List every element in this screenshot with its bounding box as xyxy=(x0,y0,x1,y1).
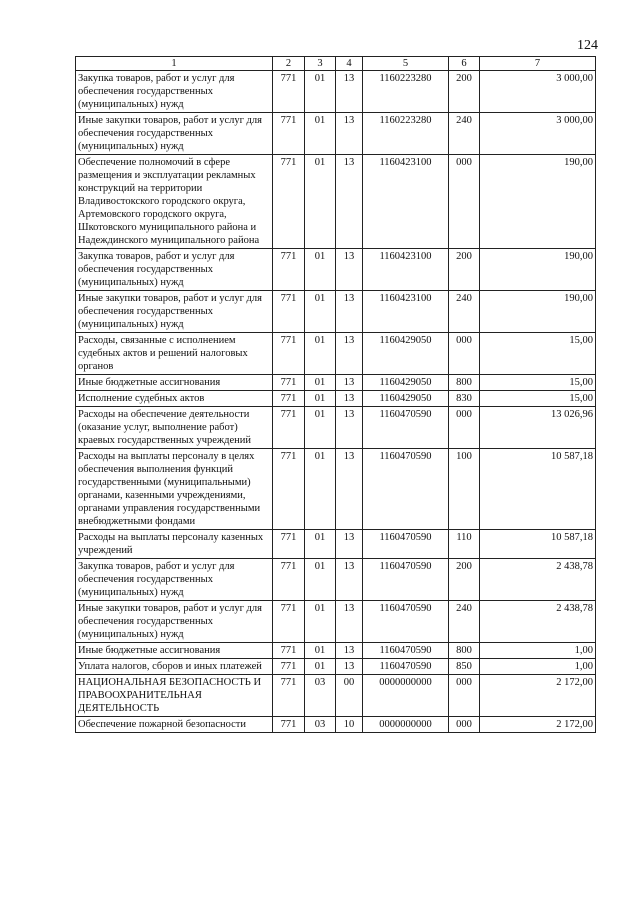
row-expense-type-cell: 200 xyxy=(449,71,480,113)
row-amount-cell: 2 172,00 xyxy=(480,717,596,733)
row-name-cell: Расходы на выплаты персоналу казенных учреждений xyxy=(76,530,273,559)
row-expense-type-cell: 200 xyxy=(449,249,480,291)
row-admin-code-cell: 771 xyxy=(273,530,305,559)
table-row xyxy=(76,659,596,675)
row-target-article-cell: 1160470590 xyxy=(363,601,449,643)
row-amount-cell: 2 172,00 xyxy=(480,675,596,717)
row-target-article-cell: 1160429050 xyxy=(363,391,449,407)
table-row xyxy=(76,407,596,449)
row-expense-type-cell: 200 xyxy=(449,559,480,601)
page-number: 124 xyxy=(577,38,598,53)
row-name-cell: Закупка товаров, работ и услуг для обеспечения государственных (муниципальных) нужд xyxy=(76,249,273,291)
row-amount-cell: 1,00 xyxy=(480,643,596,659)
table-row xyxy=(76,333,596,375)
row-target-article-cell: 1160423100 xyxy=(363,249,449,291)
row-section-cell: 01 xyxy=(305,113,336,155)
row-admin-code-cell: 771 xyxy=(273,333,305,375)
row-name-cell: Иные закупки товаров, работ и услуг для обеспечения государственных (муниципальных) нужд xyxy=(76,601,273,643)
header-cell: 7 xyxy=(480,57,596,71)
table-row xyxy=(76,717,596,733)
row-name-cell: Закупка товаров, работ и услуг для обеспечения государственных (муниципальных) нужд xyxy=(76,559,273,601)
row-admin-code-cell: 771 xyxy=(273,717,305,733)
row-target-article-cell: 1160470590 xyxy=(363,530,449,559)
row-expense-type-cell: 850 xyxy=(449,659,480,675)
row-expense-type-cell: 110 xyxy=(449,530,480,559)
row-target-article-cell: 1160423100 xyxy=(363,155,449,249)
table-row xyxy=(76,155,596,249)
row-section-cell: 01 xyxy=(305,375,336,391)
row-target-article-cell: 0000000000 xyxy=(363,717,449,733)
row-subsection-cell: 10 xyxy=(336,717,363,733)
row-admin-code-cell: 771 xyxy=(273,391,305,407)
row-name-cell: Уплата налогов, сборов и иных платежей xyxy=(76,659,273,675)
row-subsection-cell: 13 xyxy=(336,291,363,333)
row-expense-type-cell: 830 xyxy=(449,391,480,407)
row-admin-code-cell: 771 xyxy=(273,113,305,155)
row-section-cell: 01 xyxy=(305,407,336,449)
row-admin-code-cell: 771 xyxy=(273,407,305,449)
row-amount-cell: 190,00 xyxy=(480,249,596,291)
table-row xyxy=(76,249,596,291)
row-section-cell: 01 xyxy=(305,559,336,601)
row-subsection-cell: 13 xyxy=(336,71,363,113)
row-admin-code-cell: 771 xyxy=(273,375,305,391)
row-subsection-cell: 13 xyxy=(336,375,363,391)
row-amount-cell: 190,00 xyxy=(480,291,596,333)
row-name-cell: Иные закупки товаров, работ и услуг для обеспечения государственных (муниципальных) нужд xyxy=(76,113,273,155)
row-amount-cell: 15,00 xyxy=(480,391,596,407)
row-expense-type-cell: 000 xyxy=(449,675,480,717)
row-subsection-cell: 13 xyxy=(336,601,363,643)
table-row xyxy=(76,391,596,407)
row-name-cell: Закупка товаров, работ и услуг для обеспечения государственных (муниципальных) нужд xyxy=(76,71,273,113)
row-section-cell: 01 xyxy=(305,449,336,530)
table-row xyxy=(76,113,596,155)
header-cell: 2 xyxy=(273,57,305,71)
row-amount-cell: 15,00 xyxy=(480,375,596,391)
row-section-cell: 03 xyxy=(305,717,336,733)
row-subsection-cell: 13 xyxy=(336,333,363,375)
header-cell: 5 xyxy=(363,57,449,71)
row-subsection-cell: 13 xyxy=(336,659,363,675)
row-subsection-cell: 13 xyxy=(336,643,363,659)
table-row xyxy=(76,530,596,559)
header-cell: 6 xyxy=(449,57,480,71)
table-row xyxy=(76,675,596,717)
row-admin-code-cell: 771 xyxy=(273,449,305,530)
row-name-cell: Исполнение судебных актов xyxy=(76,391,273,407)
row-name-cell: Обеспечение полномочий в сфере размещения и эксплуатации рекламных конструкций на территории Владивостокского городского округа, Артемовского городского округа, Шкотовского муниципального района и Надеждинского муниципального района xyxy=(76,155,273,249)
row-name-cell: Обеспечение пожарной безопасности xyxy=(76,717,273,733)
row-target-article-cell: 1160423100 xyxy=(363,291,449,333)
row-name-cell: Расходы на выплаты персоналу в целях обеспечения выполнения функций государственными (муниципальными) органами, казенными учреждениями, органами управления государственными внебюджетными фондами xyxy=(76,449,273,530)
row-subsection-cell: 13 xyxy=(336,249,363,291)
row-subsection-cell: 13 xyxy=(336,155,363,249)
row-amount-cell: 13 026,96 xyxy=(480,407,596,449)
row-section-cell: 03 xyxy=(305,675,336,717)
row-expense-type-cell: 000 xyxy=(449,717,480,733)
row-name-cell: Расходы, связанные с исполнением судебных актов и решений налоговых органов xyxy=(76,333,273,375)
row-section-cell: 01 xyxy=(305,643,336,659)
header-cell: 3 xyxy=(305,57,336,71)
table-row xyxy=(76,449,596,530)
row-amount-cell: 3 000,00 xyxy=(480,113,596,155)
row-expense-type-cell: 800 xyxy=(449,643,480,659)
row-admin-code-cell: 771 xyxy=(273,71,305,113)
row-name-cell: Иные бюджетные ассигнования xyxy=(76,643,273,659)
row-subsection-cell: 13 xyxy=(336,407,363,449)
row-expense-type-cell: 100 xyxy=(449,449,480,530)
row-amount-cell: 3 000,00 xyxy=(480,71,596,113)
row-target-article-cell: 1160470590 xyxy=(363,407,449,449)
row-name-cell: Расходы на обеспечение деятельности (оказание услуг, выполнение работ) краевых государственных учреждений xyxy=(76,407,273,449)
row-expense-type-cell: 240 xyxy=(449,113,480,155)
row-subsection-cell: 13 xyxy=(336,391,363,407)
row-subsection-cell: 13 xyxy=(336,559,363,601)
row-subsection-cell: 00 xyxy=(336,675,363,717)
row-admin-code-cell: 771 xyxy=(273,249,305,291)
table-row xyxy=(76,559,596,601)
row-target-article-cell: 1160223280 xyxy=(363,113,449,155)
row-expense-type-cell: 800 xyxy=(449,375,480,391)
row-amount-cell: 2 438,78 xyxy=(480,559,596,601)
row-section-cell: 01 xyxy=(305,601,336,643)
row-expense-type-cell: 240 xyxy=(449,601,480,643)
header-row xyxy=(76,57,596,71)
row-subsection-cell: 13 xyxy=(336,113,363,155)
row-expense-type-cell: 000 xyxy=(449,155,480,249)
row-section-cell: 01 xyxy=(305,155,336,249)
row-subsection-cell: 13 xyxy=(336,449,363,530)
table-row xyxy=(76,375,596,391)
budget-table xyxy=(75,56,596,733)
row-section-cell: 01 xyxy=(305,659,336,675)
row-section-cell: 01 xyxy=(305,333,336,375)
row-target-article-cell: 1160470590 xyxy=(363,643,449,659)
row-amount-cell: 1,00 xyxy=(480,659,596,675)
row-admin-code-cell: 771 xyxy=(273,659,305,675)
table-row xyxy=(76,291,596,333)
table-row xyxy=(76,71,596,113)
row-admin-code-cell: 771 xyxy=(273,559,305,601)
row-section-cell: 01 xyxy=(305,249,336,291)
row-name-cell: Иные закупки товаров, работ и услуг для обеспечения государственных (муниципальных) нужд xyxy=(76,291,273,333)
table-row xyxy=(76,601,596,643)
header-cell: 1 xyxy=(76,57,273,71)
row-target-article-cell: 1160223280 xyxy=(363,71,449,113)
header-cell: 4 xyxy=(336,57,363,71)
row-admin-code-cell: 771 xyxy=(273,675,305,717)
row-amount-cell: 190,00 xyxy=(480,155,596,249)
row-section-cell: 01 xyxy=(305,71,336,113)
row-name-cell: Иные бюджетные ассигнования xyxy=(76,375,273,391)
row-amount-cell: 15,00 xyxy=(480,333,596,375)
row-expense-type-cell: 000 xyxy=(449,407,480,449)
row-target-article-cell: 1160429050 xyxy=(363,375,449,391)
row-target-article-cell: 1160429050 xyxy=(363,333,449,375)
row-admin-code-cell: 771 xyxy=(273,291,305,333)
row-expense-type-cell: 000 xyxy=(449,333,480,375)
row-name-cell: НАЦИОНАЛЬНАЯ БЕЗОПАСНОСТЬ И ПРАВООХРАНИТЕЛЬНАЯ ДЕЯТЕЛЬНОСТЬ xyxy=(76,675,273,717)
row-amount-cell: 10 587,18 xyxy=(480,449,596,530)
table-row xyxy=(76,643,596,659)
row-admin-code-cell: 771 xyxy=(273,643,305,659)
row-subsection-cell: 13 xyxy=(336,530,363,559)
row-target-article-cell: 1160470590 xyxy=(363,449,449,530)
row-amount-cell: 10 587,18 xyxy=(480,530,596,559)
row-section-cell: 01 xyxy=(305,530,336,559)
row-section-cell: 01 xyxy=(305,291,336,333)
row-expense-type-cell: 240 xyxy=(449,291,480,333)
row-target-article-cell: 1160470590 xyxy=(363,659,449,675)
row-amount-cell: 2 438,78 xyxy=(480,601,596,643)
row-target-article-cell: 1160470590 xyxy=(363,559,449,601)
row-section-cell: 01 xyxy=(305,391,336,407)
row-target-article-cell: 0000000000 xyxy=(363,675,449,717)
row-admin-code-cell: 771 xyxy=(273,601,305,643)
table-body xyxy=(76,71,596,733)
row-admin-code-cell: 771 xyxy=(273,155,305,249)
